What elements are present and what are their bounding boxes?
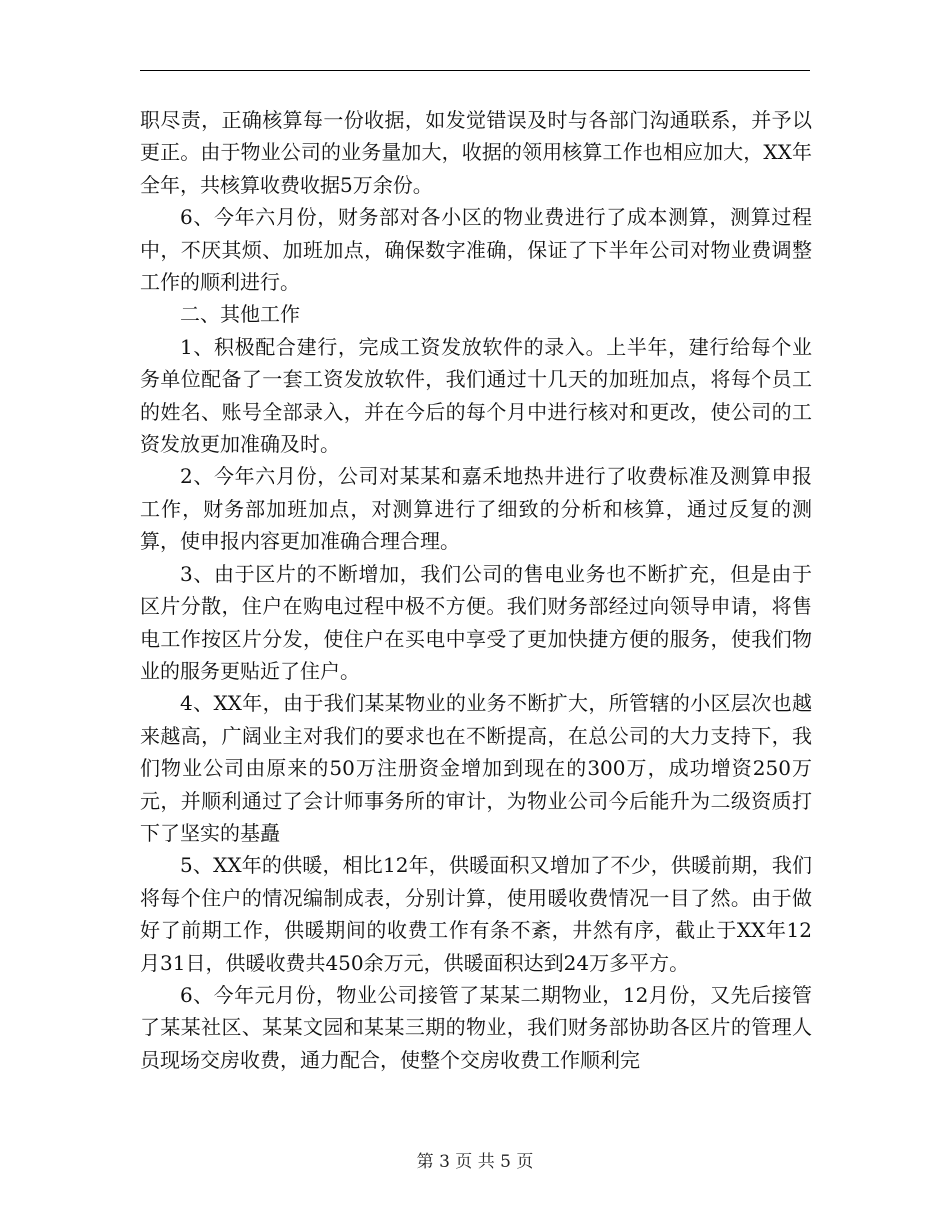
paragraph-4: 2、今年六月份，公司对某某和嘉禾地热井进行了收费标准及测算申报工作，财务部加班加点，对测算进行了细致的分析和核算，通过反复的测算，使申报内容更加准确合理合理。 bbox=[140, 464, 812, 554]
document-body bbox=[140, 104, 812, 1076]
paragraph-3: 1、积极配合建行，完成工资发放软件的录入。上半年，建行给每个业务单位配备了一套工资发放软件，我们通过十几天的加班加点，将每个员工的姓名、账号全部录入，并在今后的每个月中进行核对和更改，使公司的工资发放更加准确及时。 bbox=[140, 334, 812, 457]
paragraph-5: 3、由于区片的不断增加，我们公司的售电业务也不断扩充，但是由于区片分散，住户在购电过程中极不方便。我们财务部经过向领导申请，将售电工作按区片分发，使住户在买电中享受了更加快捷方便的服务，使我们物业的服务更贴近了住户。 bbox=[140, 561, 812, 683]
paragraph-8: 6、今年元月份，物业公司接管了某某二期物业，12月份，又先后接管了某某社区、某某文园和某某三期的物业，我们财务部协助各区片的管理人员现场交房收费，通力配合，使整个交房收费工作顺利完 bbox=[140, 982, 812, 1072]
paragraph-7: 5、XX年的供暖，相比12年，供暖面积又增加了不少，供暖前期，我们将每个住户的情况编制成表，分别计算，使用暖收费情况一目了然。由于做好了前期工作，供暖期间的收费工作有条不紊，井然有序，截止于XX年12月31日，供暖收费共450余万元，供暖面积达到24万多平方。 bbox=[140, 853, 812, 975]
paragraph-1: 职尽责，正确核算每一份收据，如发觉错误及时与各部门沟通联系，并予以更正。由于物业公司的业务量加大，收据的领用核算工作也相应加大，XX年全年，共核算收费收据5万余份。 bbox=[140, 108, 812, 197]
paragraph-6: 4、XX年，由于我们某某物业的业务不断扩大，所管辖的小区层次也越来越高，广阔业主对我们的要求也在不断提高，在总公司的大力支持下，我们物业公司由原来的50万注册资金增加到现在的300万，成功增资250万元，并顺利通过了会计师事务所的审计，为物业公司今后能升为二级资质打下了坚实的基矗 bbox=[140, 691, 812, 845]
paragraph-2: 6、今年六月份，财务部对各小区的物业费进行了成本测算，测算过程中，不厌其烦、加班加点，确保数字准确，保证了下半年公司对物业费调整工作的顺利进行。 bbox=[140, 205, 812, 295]
section-heading: 二、其他工作 bbox=[180, 302, 300, 327]
page-number-footer: 第 3 页 共 5 页 bbox=[416, 1152, 534, 1172]
header-rule bbox=[140, 70, 810, 71]
